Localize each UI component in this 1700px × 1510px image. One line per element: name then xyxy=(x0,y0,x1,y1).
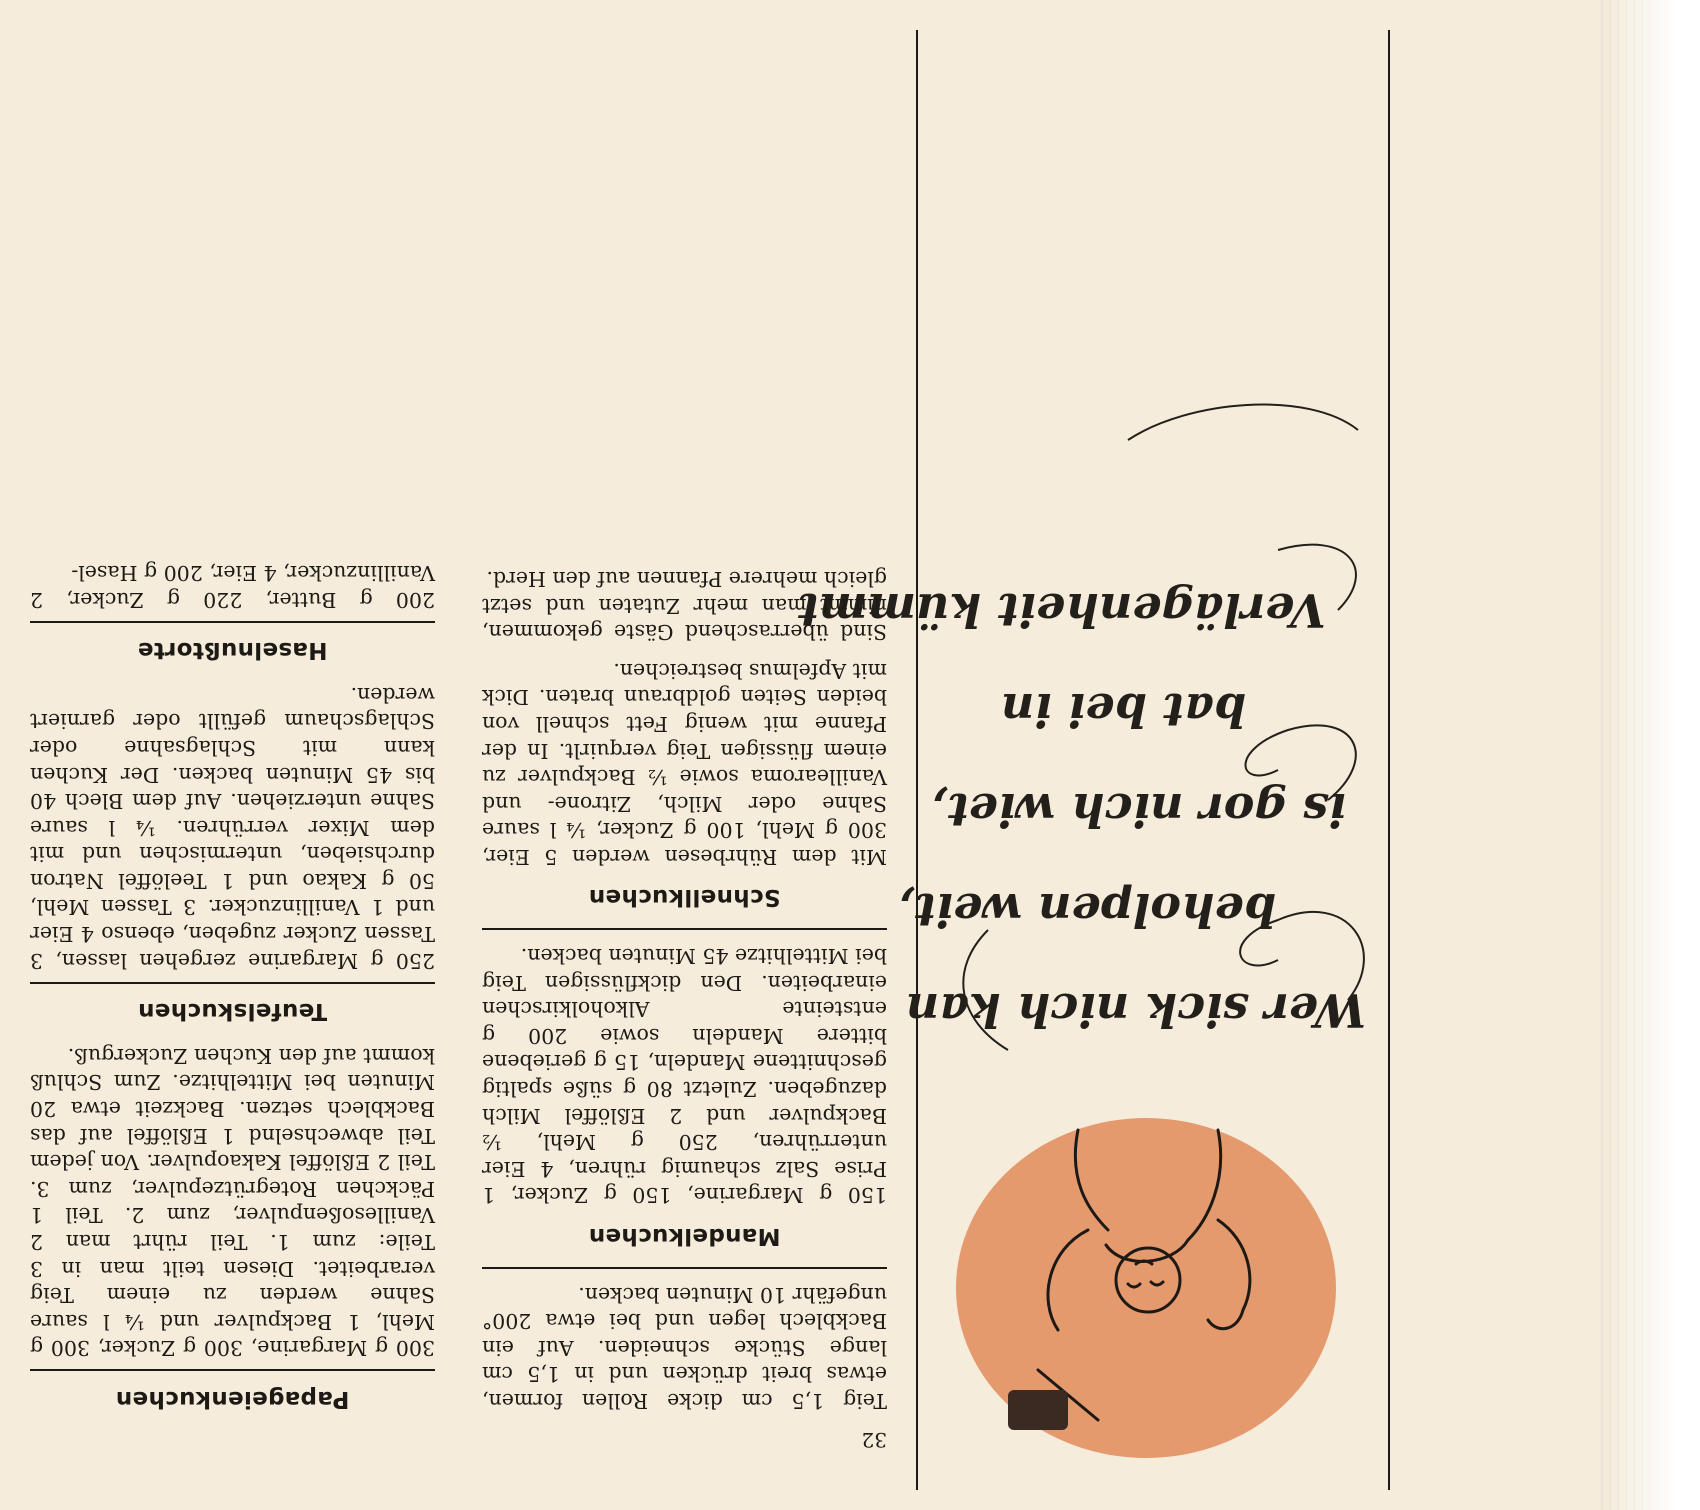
divider xyxy=(482,929,887,931)
recipe-text-schnellkuchen: Mit dem Rührbesen werden 5 Eier, 300 g Mehl, 100 g Zucker, ¼ l saure Sahne oder Milch, Zitrone- und Vanillearoma sowie ½ Backpulver zu einem flüssigen Teig verquirlt. In der Pfanne mit wenig Fett schnell von beiden Seiten goldbraun braten. Dick mit Apfelmus bestreichen. xyxy=(482,658,887,869)
divider xyxy=(30,982,435,984)
motto-line-5: Verlägenheit kümmt xyxy=(797,583,1326,637)
motto-line-2: beholpen weit, xyxy=(898,883,1276,937)
right-text-column xyxy=(30,547,435,1414)
recipe-title-schnellkuchen: Schnellkuchen xyxy=(588,884,781,911)
divider xyxy=(30,621,435,623)
recipe-title-papageienkuchen: Papageienkuchen xyxy=(115,1386,350,1412)
motto-line-1: Wer sick nich kan xyxy=(905,983,1366,1037)
recipe-title-haselnusstorte: Haselnußtorte xyxy=(137,637,328,664)
recipe-note-schnellkuchen: Sind überraschend Gäste gekommen, nimmt man mehr Zutaten und setzt gleich mehrere Pfannen auf den Herd. xyxy=(482,566,887,645)
page-number: 32 xyxy=(861,1428,887,1452)
motto-line-4: bat bei in xyxy=(1000,683,1246,737)
recipe-text-papageienkuchen: 300 g Margarine, 300 g Zucker, 300 g Mehl, 1 Backpulver und ¼ l saure Sahne werden zu einem Teig verarbeitet. Diesen teilt man in 3 Teile: zum 1. Teil rührt man 2 Vanillesoßenpulver, zum 2. Teil 1 Päckchen Rotegrützepulver, zum 3. Teil 2 Eßlöffel Kakaopulver. Von jedem Teil abwechselnd 1 Eßlöffel auf das Backblech setzen. Backzeit etwa 20 Minuten bei Mittelhitze. Zum Schluß kommt auf den Kuchen Zuckerguß. xyxy=(30,1043,435,1361)
motto-verse xyxy=(797,560,1366,1060)
hammer-head xyxy=(1008,1390,1068,1430)
recipe-title-mandelkuchen: Mandelkuchen xyxy=(588,1223,781,1250)
motto-line-3: is gor nich wiet, xyxy=(931,783,1346,837)
left-text-column xyxy=(482,553,887,1414)
cartoon-illustration xyxy=(953,1115,1338,1460)
recipe-text-teufelskuchen: 250 g Margarine zergehen lassen, 3 Tassen Zucker zugeben, ebenso 4 Eier und 1 Vanillinzucker. 3 Tassen Mehl, 50 g Kakao und 1 Teelöffel Natron durchsieben, untermischen und mit dem Mixer verrühren. ¼ l saure Sahne unterziehen. Auf dem Blech 40 bis 45 Minuten backen. Der Kuchen kann mit Schlagsahne oder Schlagschaum gefüllt oder garniert werden. xyxy=(30,682,435,973)
recipe-text-mandelkuchen: 150 g Margarine, 150 g Zucker, 1 Prise Salz schaumig rühren, 4 Eier unterrühren, 250 g Mehl, ½ Backpulver und 2 Eßlöffel Milch dazugeben. Zuletzt 80 g süße spaltig geschnittene Mandeln, 15 g geriebene bittere Mandeln sowie 200 g entsteinte Alkoholkirschen einarbeiten. Den dickflüssigen Teig bei Mittelhitze 45 Minuten backen. xyxy=(482,944,887,1208)
recipe-text-haselnusstorte: 200 g Butter, 220 g Zucker, 2 Vanillinzucker, 4 Eier, 200 g Hasel- xyxy=(30,560,435,612)
divider xyxy=(30,1369,435,1371)
continued-recipe-text: Teig 1,5 cm dicke Rollen formen, etwas breit drücken und in 1,5 cm lange Stücke schneiden. Auf ein Backblech legen und bei etwa 200° ungefähr 10 Minuten backen. xyxy=(482,1282,887,1413)
recipe-title-teufelskuchen: Teufelskuchen xyxy=(137,998,328,1025)
divider xyxy=(482,1267,887,1269)
